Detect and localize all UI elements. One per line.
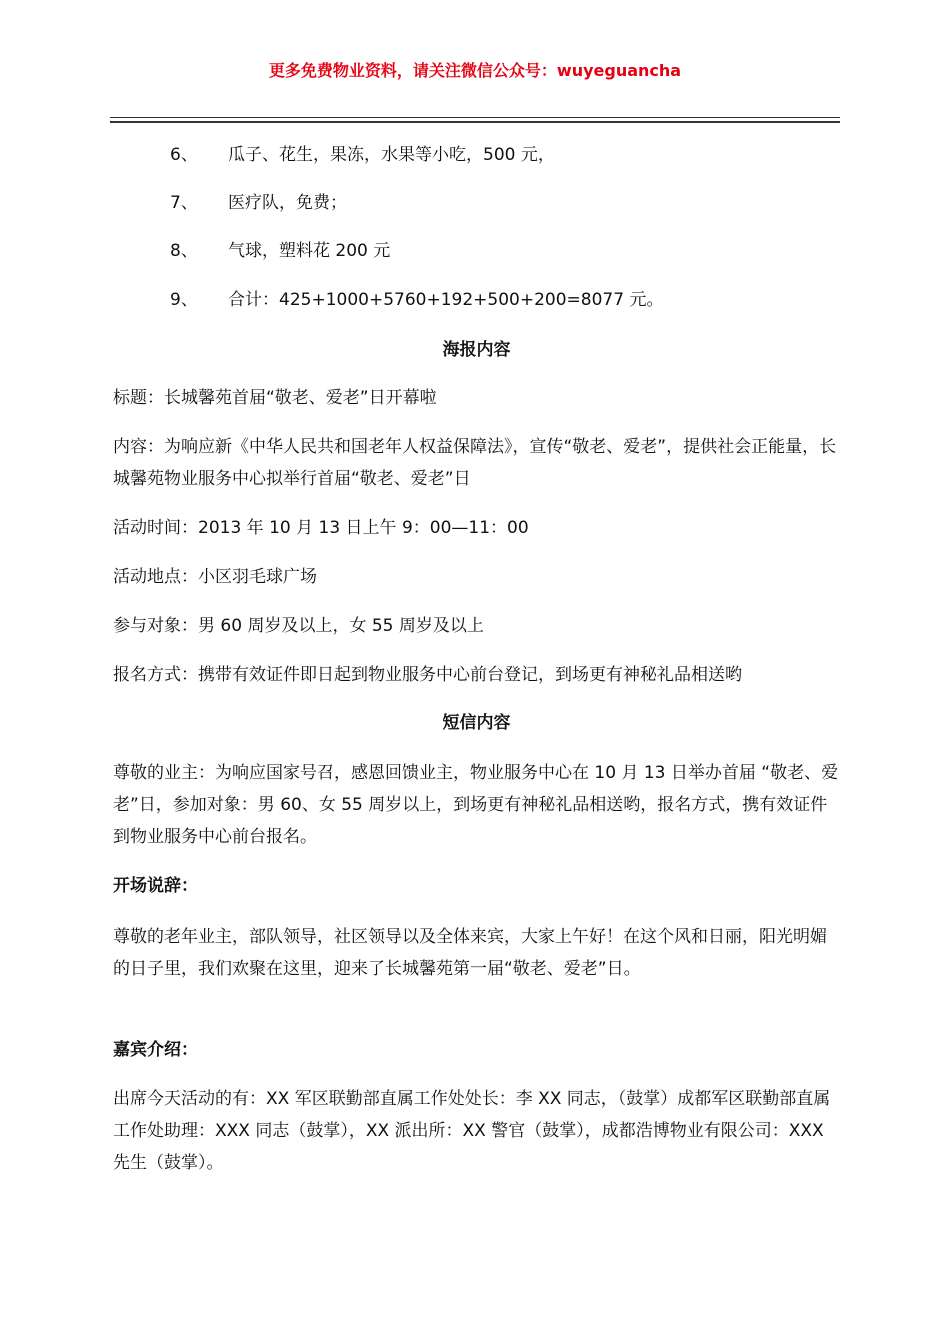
list-item-number: 6、 (170, 145, 198, 165)
poster-heading: 海报内容 (442, 340, 511, 360)
event-signup: 报名方式：携带有效证件即日起到物业服务中心前台登记，到场更有神秘礼品相送哟 (113, 665, 742, 685)
list-item-text: 瓜子、花生，果冻，水果等小吃，500 元， (228, 145, 555, 165)
opening-heading: 开场说辞： (113, 876, 198, 896)
sms-heading: 短信内容 (442, 713, 511, 733)
poster-content: 内容：为响应新《中华人民共和国老年人权益保障法》，宣传“敬老、爱老”，提供社会正能量，长城馨苑物业服务中心拟举行首届“敬老、爱老”日 (113, 437, 837, 489)
list-item-text: 医疗队，免费； (228, 193, 347, 213)
list-item-number: 9、 (170, 290, 198, 310)
list-item-number: 7、 (170, 193, 198, 213)
list-item-text: 合计：425+1000+5760+192+500+200=8077 元。 (228, 290, 664, 310)
guests-body: 出席今天活动的有：XX 军区联勤部直属工作处处长：李 XX 同志，（鼓掌）成都军区联勤部直属工作处助理：XXX 同志（鼓掌），XX 派出所：XX 警官（鼓掌），成都浩博物业有限公司：XXX 先生（鼓掌）。 (113, 1089, 831, 1173)
list-item-number: 8、 (170, 241, 198, 261)
sms-body: 尊敬的业主：为响应国家号召，感恩回馈业主，物业服务中心在 10 月 13 日举办首届 “敬老、爱老”日，参加对象：男 60、女 55 周岁以上，到场更有神秘礼品相送哟，报名方式，携有效证件到物业服务中心前台报名。 (113, 763, 839, 847)
page-header-notice: 更多免费物业资料，请关注微信公众号：wuyeguancha (268, 61, 682, 80)
header-divider-thin (110, 117, 840, 118)
list-item-text: 气球，塑料花 200 元 (228, 241, 391, 261)
header-divider-thick (110, 121, 840, 123)
event-time: 活动时间：2013 年 10 月 13 日上午 9：00—11：00 (113, 518, 529, 538)
event-location: 活动地点：小区羽毛球广场 (113, 567, 317, 587)
opening-body: 尊敬的老年业主，部队领导，社区领导以及全体来宾，大家上午好！在这个风和日丽，阳光明媚的日子里，我们欢聚在这里，迎来了长城馨苑第一届“敬老、爱老”日。 (113, 927, 827, 979)
event-participants: 参与对象：男 60 周岁及以上，女 55 周岁及以上 (113, 616, 484, 636)
guests-heading: 嘉宾介绍： (113, 1040, 198, 1060)
poster-title: 标题：长城馨苑首届“敬老、爱老”日开幕啦 (113, 388, 437, 408)
